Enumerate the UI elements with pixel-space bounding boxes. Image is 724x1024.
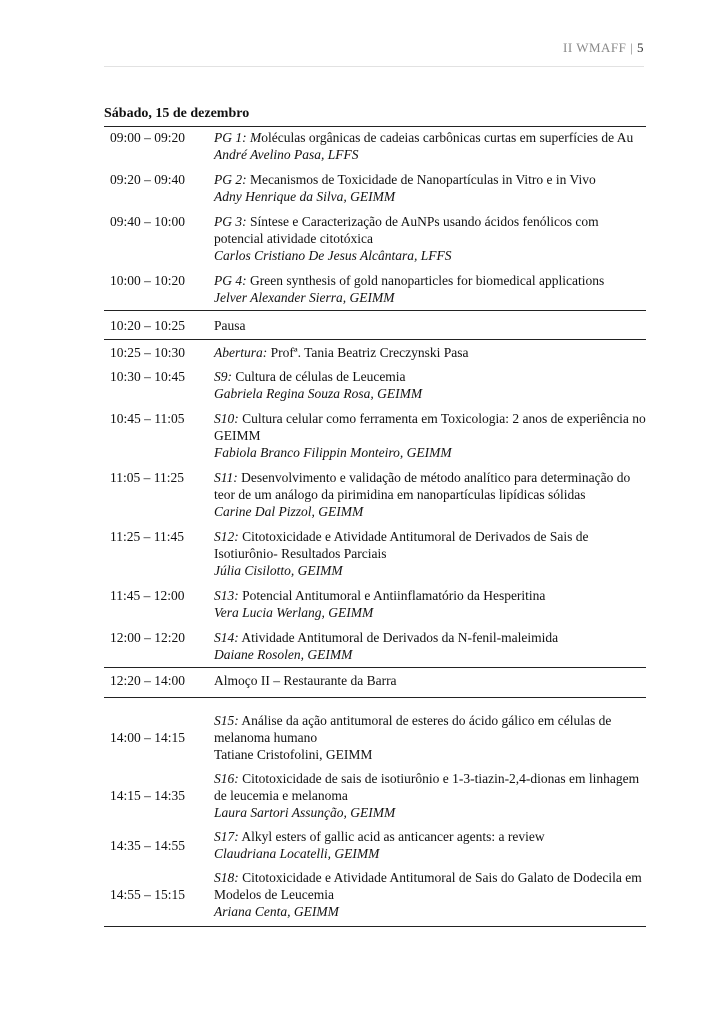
talk-text: Síntese e Caracterização de AuNPs usando ácidos fenólicos com potencial atividade citotóxica <box>214 214 599 246</box>
talk-text: Cultura de células de Leucemia <box>232 369 406 384</box>
talk-text: Análise da ação antitumoral de esteres do ácido gálico em células de melanoma humano <box>214 713 612 745</box>
time-cell: 14:00 – 14:15 <box>110 730 186 745</box>
schedule-row <box>104 821 646 862</box>
header-rule <box>104 66 644 67</box>
talk-author: Carlos Cristiano De Jesus Alcântara, LFFS <box>214 248 452 263</box>
time-cell: 10:00 – 10:20 <box>104 264 214 311</box>
time-cell: 12:20 – 14:00 <box>104 668 214 698</box>
time-cell: 10:30 – 10:45 <box>110 369 186 384</box>
talk-label: PG 4: <box>214 273 247 288</box>
talk-label: S10: <box>214 411 239 426</box>
schedule-row <box>104 668 646 698</box>
schedule-row <box>104 698 646 764</box>
talk-label: S16: <box>214 771 239 786</box>
break-label: Almoço II – Restaurante da Barra <box>214 668 646 698</box>
talk-author: Claudriana Locatelli, GEIMM <box>214 846 380 861</box>
talk-cell <box>214 698 646 764</box>
time-cell: 14:15 – 14:35 <box>110 788 186 803</box>
talk-cell <box>214 579 646 621</box>
talk-cell <box>214 163 646 205</box>
time-cell: 09:00 – 09:20 <box>104 127 214 164</box>
talk-cell <box>214 205 646 264</box>
talk-title <box>214 129 646 146</box>
talk-author: Jelver Alexander Sierra, GEIMM <box>214 290 395 305</box>
talk-text: Mecanismos de Toxicidade de Nanopartículas in Vitro e in Vivo <box>246 172 596 187</box>
talk-cell <box>214 127 646 164</box>
talk-author: Adny Henrique da Silva, GEIMM <box>214 189 396 204</box>
talk-author: Fabiola Branco Filippin Monteiro, GEIMM <box>214 445 452 460</box>
schedule-row <box>104 163 646 205</box>
talk-text: Citotoxicidade e Atividade Antitumoral de Sais do Galato de Dodecila em Modelos de Leucemia <box>214 870 642 902</box>
schedule-row <box>104 862 646 927</box>
talk-label: S11: <box>214 470 238 485</box>
talk-label: Abertura: <box>214 345 268 360</box>
talk-cell <box>214 402 646 461</box>
talk-author: Gabriela Regina Souza Rosa, GEIMM <box>214 386 423 401</box>
talk-author: Tatiane Cristofolini, GEIMM <box>214 747 373 762</box>
time-cell: 11:45 – 12:00 <box>110 588 185 603</box>
talk-title <box>214 869 646 903</box>
schedule-row <box>104 402 646 461</box>
talk-author: Júlia Cisilotto, GEIMM <box>214 563 343 578</box>
schedule-row <box>104 311 646 340</box>
time-cell: 10:25 – 10:30 <box>110 345 186 360</box>
talk-title <box>214 629 646 646</box>
talk-text: oléculas orgânicas de cadeias carbônicas curtas em superfícies de Au <box>261 130 634 145</box>
talk-label: S13: <box>214 588 239 603</box>
talk-text: Green synthesis of gold nanoparticles for biomedical applications <box>246 273 605 288</box>
time-cell: 11:05 – 11:25 <box>110 470 184 485</box>
talk-cell <box>214 264 646 311</box>
talk-label: PG 1: M <box>214 130 262 145</box>
time-cell: 10:20 – 10:25 <box>104 311 214 340</box>
talk-author: Carine Dal Pizzol, GEIMM <box>214 504 364 519</box>
talk-cell <box>214 862 646 927</box>
talk-label: S14: <box>214 630 239 645</box>
time-cell: 11:25 – 11:45 <box>110 529 184 544</box>
talk-cell <box>214 340 646 362</box>
talk-author: Ariana Centa, GEIMM <box>214 904 339 919</box>
time-cell: 14:55 – 15:15 <box>104 862 214 927</box>
talk-author: André Avelino Pasa, LFFS <box>214 147 359 162</box>
talk-text: Alkyl esters of gallic acid as anticancer agents: a review <box>238 829 545 844</box>
talk-title <box>214 410 646 444</box>
talk-label: S15: <box>214 713 239 728</box>
talk-text: Citotoxicidade de sais de isotiurônio e 1-3-tiazin-2,4-dionas em linhagem de leucemia e melanoma <box>214 771 640 803</box>
talk-label: S18: <box>214 870 239 885</box>
schedule-row <box>104 205 646 264</box>
running-header <box>563 40 644 56</box>
schedule-row <box>104 579 646 621</box>
time-cell: 09:40 – 10:00 <box>110 214 186 229</box>
schedule-row <box>104 520 646 579</box>
schedule-row <box>104 763 646 821</box>
talk-title <box>214 770 646 804</box>
page-number: 5 <box>637 40 644 55</box>
talk-author: Laura Sartori Assunção, GEIMM <box>214 805 396 820</box>
schedule-row <box>104 127 646 164</box>
talk-title <box>214 368 646 385</box>
break-label: Pausa <box>214 311 646 340</box>
talk-cell <box>214 520 646 579</box>
talk-title <box>214 213 646 247</box>
talk-text: Cultura celular como ferramenta em Toxicologia: 2 anos de experiência no GEIMM <box>214 411 646 443</box>
time-cell: 12:00 – 12:20 <box>104 621 214 668</box>
talk-label: S12: <box>214 529 239 544</box>
talk-title <box>214 171 646 188</box>
talk-title <box>214 828 646 845</box>
talk-label: PG 3: <box>214 214 247 229</box>
day-heading: Sábado, 15 de dezembro <box>104 106 250 121</box>
talk-text: Desenvolvimento e validação de método analítico para determinação do teor de um análogo da pirimidina em nanopartículas lipídicas sólidas <box>214 470 631 502</box>
schedule-row <box>104 340 646 362</box>
talk-text: Potencial Antitumoral e Antiinflamatório da Hesperitina <box>238 588 546 603</box>
talk-title <box>214 528 646 562</box>
schedule-table <box>104 126 646 927</box>
schedule-row <box>104 621 646 668</box>
talk-title <box>214 344 646 361</box>
talk-author: Daiane Rosolen, GEIMM <box>214 647 353 662</box>
talk-text: Citotoxicidade e Atividade Antitumoral de Derivados de Sais de Isotiurônio- Resultados Parciais <box>214 529 589 561</box>
header-separator: | <box>626 40 637 55</box>
talk-title <box>214 272 646 289</box>
talk-cell <box>214 361 646 402</box>
talk-cell <box>214 763 646 821</box>
time-cell: 10:45 – 11:05 <box>110 411 185 426</box>
talk-label: S17: <box>214 829 239 844</box>
talk-text: Atividade Antitumoral de Derivados da N-fenil-maleimida <box>238 630 559 645</box>
schedule-row <box>104 361 646 402</box>
talk-title <box>214 469 646 503</box>
talk-cell <box>214 621 646 668</box>
talk-title <box>214 587 646 604</box>
schedule-row <box>104 264 646 311</box>
talk-author: Vera Lucia Werlang, GEIMM <box>214 605 374 620</box>
time-cell: 14:35 – 14:55 <box>110 837 186 853</box>
talk-cell <box>214 821 646 862</box>
talk-label: S9: <box>214 369 232 384</box>
talk-label: PG 2: <box>214 172 247 187</box>
talk-cell <box>214 461 646 520</box>
talk-text: Profª. Tania Beatriz Creczynski Pasa <box>267 345 469 360</box>
time-cell: 09:20 – 09:40 <box>110 172 186 187</box>
talk-title <box>214 712 646 746</box>
header-title: II WMAFF <box>563 40 627 55</box>
schedule-row <box>104 461 646 520</box>
